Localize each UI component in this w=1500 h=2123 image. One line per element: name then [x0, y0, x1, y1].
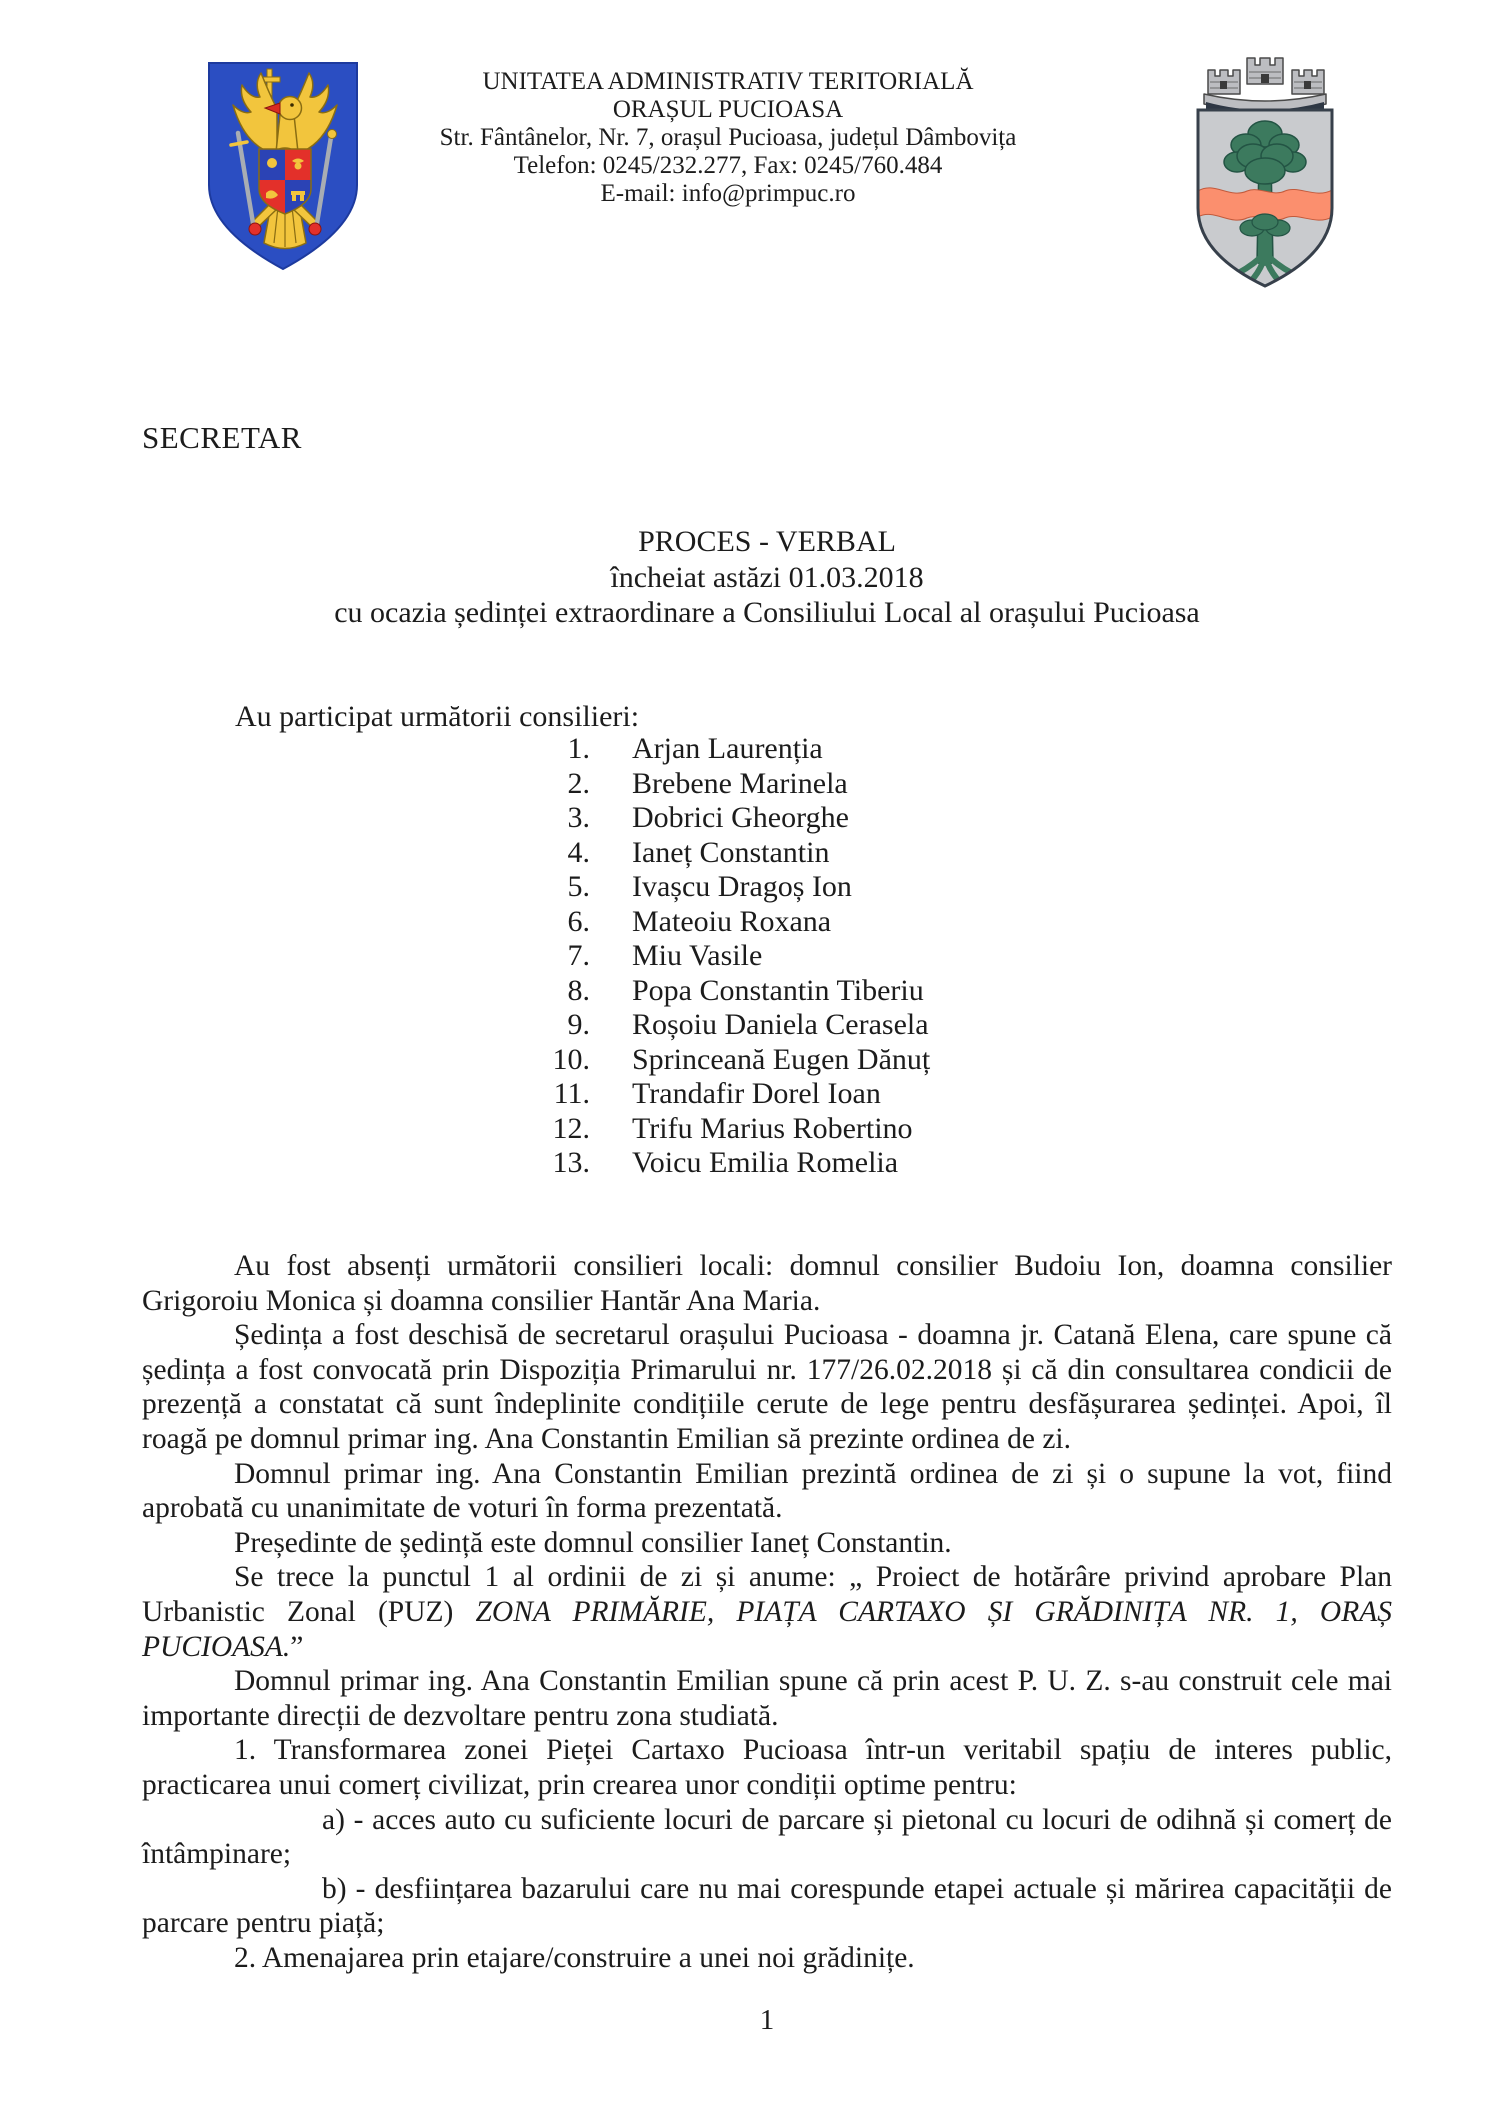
- paragraph-president: Președinte de ședință este domnul consilier Ianeț Constantin.: [234, 1526, 952, 1559]
- councilor-row: [142, 767, 1392, 802]
- councilor-number: 4.: [567, 835, 590, 869]
- councilor-row: [142, 1077, 1392, 1112]
- councilor-number: 8.: [567, 973, 590, 1007]
- participants-intro: Au participat următorii consilieri:: [235, 700, 640, 733]
- org-name-line2: ORAȘUL PUCIOASA: [612, 96, 844, 123]
- councilor-number: 6.: [567, 904, 590, 938]
- org-header: [338, 68, 1118, 208]
- point1-intro: Se trece la punctul 1 al ordinii de zi și anume: „ Proiect de hotărâre privind aprobare Plan Urbanistic Zonal (PUZ): [142, 1561, 1392, 1628]
- councilor-name: Ivașcu Dragoș Ion: [632, 870, 852, 903]
- document-title: [142, 524, 1392, 631]
- councilor-number: 3.: [567, 801, 590, 834]
- paragraph-point1: [142, 1560, 1392, 1664]
- councilor-row: [142, 974, 1392, 1009]
- councilor-number: 12.: [552, 1111, 590, 1145]
- councilor-name: Trifu Marius Robertino: [632, 1111, 913, 1145]
- paragraph-item-b: b) - desființarea bazarului care nu mai corespunde etapei actuale și mărirea capacității de parcare pentru piață;: [142, 1872, 1392, 1940]
- pucioasa-coat-of-arms-icon: [1186, 50, 1344, 295]
- councilor-row: [142, 870, 1392, 905]
- paragraph-item2: 2. Amenajarea prin etajare/construire a unei noi grădinițe.: [234, 1941, 915, 1974]
- councilor-number: 9.: [567, 1008, 590, 1041]
- councilor-number: 5.: [567, 870, 590, 903]
- secretar-label: SECRETAR: [142, 420, 302, 455]
- org-name-line1: UNITATEA ADMINISTRATIV TERITORIALĂ: [482, 68, 974, 95]
- councilor-name: Arjan Laurenția: [632, 732, 823, 765]
- councilor-number: 7.: [567, 939, 590, 972]
- councilor-row: [142, 1043, 1392, 1078]
- councilor-name: Mateoiu Roxana: [632, 904, 832, 938]
- councilor-name: Trandafir Dorel Ioan: [632, 1077, 881, 1110]
- councilor-row: [142, 1008, 1392, 1043]
- councilor-row: [142, 801, 1392, 836]
- document-body: [142, 1249, 1392, 1975]
- councilor-name: Popa Constantin Tiberiu: [632, 973, 924, 1007]
- councilor-number: 1.: [567, 732, 590, 765]
- councilor-row: [142, 836, 1392, 871]
- councilor-row: [142, 1146, 1392, 1181]
- councilor-number: 2.: [567, 766, 590, 800]
- title-line2: încheiat astăzi 01.03.2018: [610, 560, 924, 594]
- point1-puz-title: ZONA PRIMĂRIE, PIAȚA CARTAXO ȘI GRĂDINIȚA NR. 1, ORAȘ PUCIOASA.: [142, 1595, 1392, 1663]
- councilor-name: Voicu Emilia Romelia: [632, 1146, 899, 1179]
- point1-closing-quote: ”: [290, 1630, 304, 1663]
- councilor-name: Roșoiu Daniela Cerasela: [632, 1008, 929, 1041]
- councilor-list: [142, 732, 1392, 1181]
- page-number: 1: [759, 2004, 775, 2036]
- councilor-number: 13.: [552, 1146, 590, 1179]
- councilor-name: Miu Vasile: [632, 939, 763, 972]
- paragraph-puz-directions: Domnul primar ing. Ana Constantin Emilian spune că prin acest P. U. Z. s-au construit cele mai importante direcții de dezvoltare pentru zona studiată.: [142, 1665, 1392, 1732]
- paragraph-item1: 1. Transformarea zonei Pieței Cartaxo Pucioasa într-un veritabil spațiu de interes public, practicarea unui comerț civilizat, prin crearea unor condiții optime pentru:: [142, 1734, 1392, 1801]
- councilor-number: 10.: [552, 1042, 590, 1076]
- org-email: E-mail: info@primpuc.ro: [600, 180, 856, 207]
- councilor-row: [142, 905, 1392, 940]
- councilor-number: 11.: [553, 1077, 590, 1110]
- councilor-name: Brebene Marinela: [632, 766, 848, 800]
- title-line3: cu ocazia ședinței extraordinare a Consiliului Local al orașului Pucioasa: [334, 596, 1200, 629]
- councilor-row: [142, 1112, 1392, 1147]
- councilor-row: [142, 939, 1392, 974]
- councilor-name: Sprinceană Eugen Dănuț: [632, 1042, 931, 1076]
- org-phone-fax: Telefon: 0245/232.277, Fax: 0245/760.484: [513, 152, 943, 179]
- paragraph-absent: Au fost absenți următorii consilieri locali: domnul consilier Budoiu Ion, doamna consilier Grigoroiu Monica și doamna consilier Hantăr Ana Maria.: [142, 1250, 1392, 1317]
- councilor-row: [142, 732, 1392, 767]
- title-line1: PROCES - VERBAL: [638, 525, 896, 558]
- paragraph-agenda-vote: Domnul primar ing. Ana Constantin Emilian prezintă ordinea de zi și o supune la vot, fiind aprobată cu unanimitate de voturi în forma prezentată.: [142, 1457, 1392, 1525]
- paragraph-item-a: a) - acces auto cu suficiente locuri de parcare și pietonal cu locuri de odihnă și comerț de întâmpinare;: [142, 1803, 1392, 1871]
- councilor-name: Ianeț Constantin: [632, 835, 830, 869]
- org-address: Str. Fântânelor, Nr. 7, orașul Pucioasa, județul Dâmbovița: [439, 124, 1017, 151]
- councilor-name: Dobrici Gheorghe: [632, 801, 849, 834]
- paragraph-opening: Ședința a fost deschisă de secretarul orașului Pucioasa - doamna jr. Catană Elena, care spune că ședința a fost convocată prin Dispoziția Primarului nr. 177/26.02.2018 și că din consultarea condicii de prezență a constatat că sunt îndeplinite condițiile cerute de lege pentru desfășurarea ședinței. Apoi, îl roagă pe domnul primar ing. Ana Constantin Emilian să prezinte ordinea de zi.: [142, 1319, 1392, 1455]
